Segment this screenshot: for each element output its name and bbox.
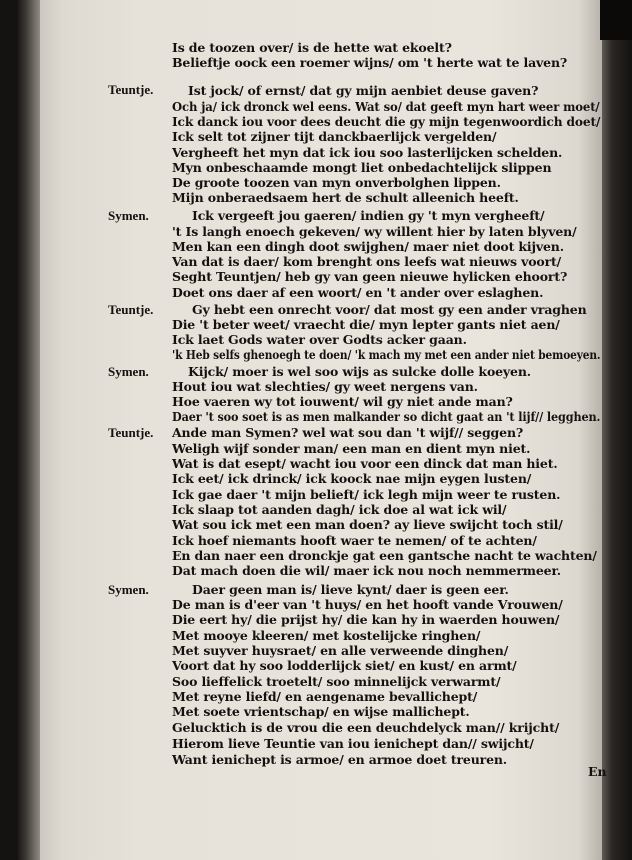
verse-line: Ick selt tot zijner tijt danckbaerlijck vergelden/ (172, 129, 497, 144)
verse-line: Met suyver huysraet/ en alle verweende dinghen/ (172, 643, 509, 658)
verse-line: Ick hoef niemants hooft waer te nemen/ of te achten/ (172, 533, 537, 548)
speaker-label: Teuntje. (108, 302, 154, 317)
verse-line: Ick gae daer 't mijn belieft/ ick legh mijn weer te rusten. (172, 487, 561, 502)
speaker-label: Teuntje. (108, 82, 154, 97)
verse-line: Soo lieffelick troetelt/ soo minnelijck verwarmt/ (172, 674, 501, 689)
verse-line: En dan naer een dronckje gat een gantsche nacht te wachten/ (172, 548, 597, 563)
verse-line: Ist jock/ of ernst/ dat gy mijn aenbiet deuse gaven? (188, 83, 539, 98)
verse-line: De man is d'eer van 't huys/ en het hooft vande Vrouwen/ (172, 597, 563, 612)
verse-line: 't Is langh enoech gekeven/ wy willent hier by laten blyven/ (172, 224, 577, 239)
verse-line: De groote toozen van myn onverbolghen lippen. (172, 175, 501, 190)
verse-line: Ick danck iou voor dees deucht die gy mijn tegenwoordich doet/ (172, 114, 601, 129)
verse-line: Och ja/ ick dronck wel eens. Wat so/ dat geeft myn hart weer moet/ (172, 99, 600, 114)
verse-line: Daer geen man is/ lieve kynt/ daer is geen eer. (192, 582, 509, 597)
verse-line: Gelucktich is de vrou die een deuchdelyck man// krijcht/ (172, 720, 560, 735)
verse-line: Hierom lieve Teuntie van iou ienichept dan// swijcht/ (172, 736, 534, 751)
verse-line: Gy hebt een onrecht voor/ dat most gy een ander vraghen (192, 302, 587, 317)
speaker-label: Symen. (108, 364, 149, 379)
verse-line: Belieftje oock een roemer wijns/ om 't herte wat te laven? (172, 55, 568, 70)
catchword: En (588, 764, 607, 779)
verse-line: Vergheeft het myn dat ick iou soo lasterlijcken schelden. (172, 145, 563, 160)
verse-line: Die eert hy/ die prijst hy/ die kan hy in waerden houwen/ (172, 612, 560, 627)
verse-line: Ande man Symen? wel wat sou dan 't wijf// seggen? (172, 425, 524, 440)
verse-line: Myn onbeschaamde mongt liet onbedachtelijck slippen (172, 160, 552, 175)
verse-line: Mijn onberaedsaem hert de schult alleenich heeft. (172, 190, 519, 205)
verse-line: Ick eet/ ick drinck/ ick koock nae mijn eygen lusten/ (172, 471, 532, 486)
verse-line: Hout iou wat slechties/ gy weet nergens van. (172, 379, 478, 394)
verse-line: Die 't beter weet/ vraecht die/ myn lepter gants niet aen/ (172, 317, 560, 332)
verse-line: Met reyne liefd/ en aengename bevallichept/ (172, 689, 478, 704)
verse-line: Doet ons daer af een woort/ en 't ander over eslaghen. (172, 285, 544, 300)
page-edge-shadow (602, 0, 632, 860)
verse-line: Wat sou ick met een man doen? ay lieve swijcht toch stil/ (172, 517, 563, 532)
verse-line: Daer 't soo soet is as men malkander so dicht gaat an 't lijf// legghen. (172, 409, 601, 424)
verse-line: Met soete vrientschap/ en wijse mallichept. (172, 704, 470, 719)
speaker-label: Teuntje. (108, 425, 154, 440)
verse-line: Weligh wijf sonder man/ een man en dient myn niet. (172, 441, 531, 456)
verse-line: Seght Teuntjen/ heb gy van geen nieuwe hylicken ehoort? (172, 269, 568, 284)
verse-line: Hoe vaeren wy tot iouwent/ wil gy niet ande man? (172, 394, 513, 409)
scan-background (600, 0, 632, 40)
verse-line: Met mooye kleeren/ met kostelijcke ringhen/ (172, 628, 481, 643)
verse-line: Ick slaap tot aanden dagh/ ick doe al wat ick wil/ (172, 502, 507, 517)
verse-line: Wat is dat esept/ wacht iou voor een dinck dat man hiet. (172, 456, 558, 471)
verse-line: Ick vergeeft jou gaeren/ indien gy 't myn vergheeft/ (192, 208, 545, 223)
verse-line: Want ienichept is armoe/ en armoe doet treuren. (172, 752, 508, 767)
verse-line: Van dat is daer/ kom brenght ons leefs wat nieuws voort/ (172, 254, 562, 269)
verse-line: Voort dat hy soo lodderlijck siet/ en kust/ en armt/ (172, 658, 517, 673)
page-gutter (18, 0, 40, 860)
verse-line: 'k Heb selfs ghenoegh te doen/ 'k mach my met een ander niet bemoeyen. (172, 347, 601, 362)
verse-line: Dat mach doen die wil/ maer ick nou noch nemmermeer. (172, 563, 561, 578)
verse-line: Ick laet Gods water over Godts acker gaan. (172, 332, 467, 347)
verse-line: Kijck/ moer is wel soo wijs as sulcke dolle koeyen. (188, 364, 531, 379)
speaker-label: Symen. (108, 582, 149, 597)
verse-line: Men kan een dingh doot swijghen/ maer niet doot kijven. (172, 239, 564, 254)
verse-line: Is de toozen over/ is de hette wat ekoelt? (172, 40, 452, 55)
speaker-label: Symen. (108, 208, 149, 223)
